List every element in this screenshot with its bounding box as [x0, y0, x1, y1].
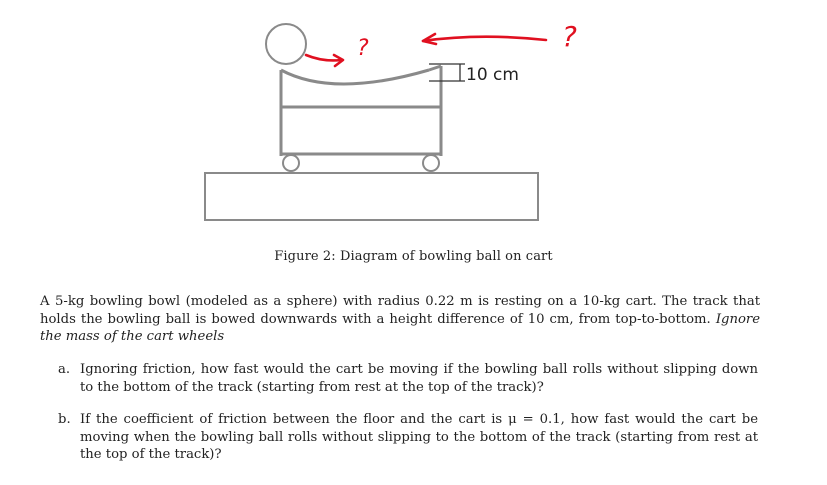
height-marker	[429, 64, 465, 81]
problem-statement	[40, 293, 760, 346]
question-a-label: a.	[58, 362, 71, 377]
bowed-track	[281, 70, 429, 84]
question-a-text: Ignoring friction, how fast would the cart be moving if the bowling ball rolls without slipping down to the bottom of the track (starting from rest at the top of the track)?	[80, 362, 758, 395]
height-label: 10 cm	[466, 65, 519, 85]
left-wheel	[283, 155, 299, 171]
right-wheel	[423, 155, 439, 171]
problem-emphasis: Ignore the mass of the cart wheels	[40, 311, 761, 344]
question-b-text: If the coefficient of friction between the floor and the cart is μ = 0.1, how fast would the cart be moving when the bowling ball rolls without slipping to the bottom of the track (starting from rest at the top of the track)?	[80, 412, 758, 462]
question-b-label: b.	[58, 412, 71, 427]
question-b	[58, 411, 758, 464]
red-long-stroke	[423, 37, 546, 41]
floor-block	[205, 173, 538, 220]
problem-intro: A 5-kg bowling bowl (modeled as a sphere) with radius 0.22 m is resting on a 10-kg cart. The track that holds the bowling ball is bowed downwards with a height difference of 10 cm, from top-to-bottom.	[40, 294, 760, 327]
question-mark-1: ?	[357, 36, 369, 61]
figure-caption: Figure 2: Diagram of bowling ball on cart	[274, 249, 553, 264]
bowling-ball	[266, 24, 306, 64]
question-mark-2: ?	[562, 20, 577, 53]
question-a	[58, 361, 758, 396]
red-annotations	[306, 34, 546, 66]
